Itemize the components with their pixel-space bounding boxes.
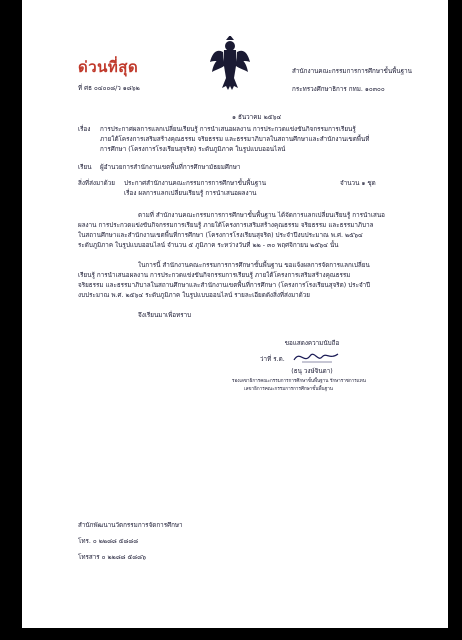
signatory-name: (ธนุ วงษ์จินดา): [291, 368, 333, 375]
regards-text: ขอแสดงความนับถือ: [284, 340, 340, 347]
subject-line-2: ภายใต้โครงการเสริมสร้างคุณธรรม จริยธรรม และธรรมาภิบาลในสถานศึกษาและสำนักงานเขตพื้นที่: [100, 136, 370, 143]
rank-prefix: ว่าที่ ร.ต.: [260, 356, 285, 363]
garuda-emblem-icon: [210, 36, 250, 92]
subject-label: เรื่อง: [78, 126, 91, 133]
paragraph-2-line-4: งบประมาณ พ.ศ. ๒๕๖๔ ระดับภูมิภาค ในรูปแบบออนไลน์ รายละเอียดดังสิ่งที่ส่งมาด้วย: [78, 292, 310, 299]
document-number: ที่ ศธ ๐๔๐๐๘/ว ๑๘๖๒: [78, 85, 140, 92]
urgency-stamp: ด่วนที่สุด: [78, 58, 139, 76]
footer-phone: โทร. ๐ ๒๒๘๘ ๕๘๘๘: [78, 538, 139, 545]
handwritten-signature-icon: [292, 348, 342, 366]
agency-name: สำนักงานคณะกรรมการการศึกษาขั้นพื้นฐาน: [292, 68, 412, 75]
paragraph-2-line-3: จริยธรรม และธรรมาภิบาลในสถานศึกษาและสำนักงานเขตพื้นที่การศึกษา (โครงการโรงเรียนสุจริต) ประจำปี: [78, 282, 371, 289]
agency-address: กระทรวงศึกษาธิการ กทม. ๑๐๓๐๐: [292, 86, 385, 93]
paragraph-1-line-2: ผลงาน การประกวดแข่งขันกิจกรรมการเรียนรู้ ภายใต้โครงการเสริมสร้างคุณธรรม จริยธรรม และธรรมาภิบาล: [78, 222, 374, 229]
attachment-label: สิ่งที่ส่งมาด้วย: [78, 180, 115, 187]
signatory-title-1: รองเลขาธิการคณะกรรมการการศึกษาขั้นพื้นฐาน รักษาราชการแทน: [232, 379, 366, 384]
salutation-text: ผู้อำนวยการสำนักงานเขตพื้นที่การศึกษามัธยมศึกษา: [100, 164, 241, 171]
signatory-title-2: เลขาธิการคณะกรรมการการศึกษาขั้นพื้นฐาน: [244, 387, 333, 392]
paragraph-1-line-4: ระดับภูมิภาค ในรูปแบบออนไลน์ จำนวน ๕ ภูมิภาค ระหว่างวันที่ ๒๒ - ๓๐ พฤศจิกายน ๒๕๖๔ นั้น: [78, 242, 339, 249]
footer-office: สำนักพัฒนานวัตกรรมการจัดการศึกษา: [78, 522, 183, 529]
salutation-label: เรียน: [78, 164, 92, 171]
document-page: [22, 0, 448, 628]
attachment-quantity: จำนวน ๑ ชุด: [340, 180, 376, 187]
closing-request: จึงเรียนมาเพื่อทราบ: [138, 312, 192, 319]
paragraph-2-line-2: เรียนรู้ การนำเสนอผลงาน การประกวดแข่งขันกิจกรรมการเรียนรู้ ภายใต้โครงการเสริมสร้างคุณธรรม: [78, 272, 351, 279]
subject-line-1: การประกาศผลการแลกเปลี่ยนเรียนรู้ การนำเสนอผลงาน การประกวดแข่งขันกิจกรรมการเรียนรู้: [100, 126, 356, 133]
paragraph-1-line-3: ในสถานศึกษาและสำนักงานเขตพื้นที่การศึกษา (โครงการโรงเรียนสุจริต) ประจำปีงบประมาณ พ.ศ. ๒๕๖๔: [78, 232, 363, 239]
subject-line-3: การศึกษา (โครงการโรงเรียนสุจริต) ระดับภูมิภาค ในรูปแบบออนไลน์: [100, 146, 286, 153]
document-date: ๑ ธันวาคม ๒๕๖๔: [232, 114, 282, 121]
attachment-line-2: เรื่อง ผลการแลกเปลี่ยนเรียนรู้ การนำเสนอผลงาน: [124, 190, 257, 197]
footer-fax: โทรสาร ๐ ๒๒๘๘ ๕๘๘๖: [78, 554, 147, 561]
paragraph-1-line-1: ตามที่ สำนักงานคณะกรรมการการศึกษาขั้นพื้นฐาน ได้จัดการแลกเปลี่ยนเรียนรู้ การนำเสนอ: [138, 212, 385, 219]
attachment-line-1: ประกาศสำนักงานคณะกรรมการการศึกษาขั้นพื้นฐาน: [124, 180, 267, 187]
paragraph-2-line-1: ในการนี้ สำนักงานคณะกรรมการการศึกษาขั้นพื้นฐาน ขอแจ้งผลการจัดการแลกเปลี่ยน: [138, 262, 370, 269]
